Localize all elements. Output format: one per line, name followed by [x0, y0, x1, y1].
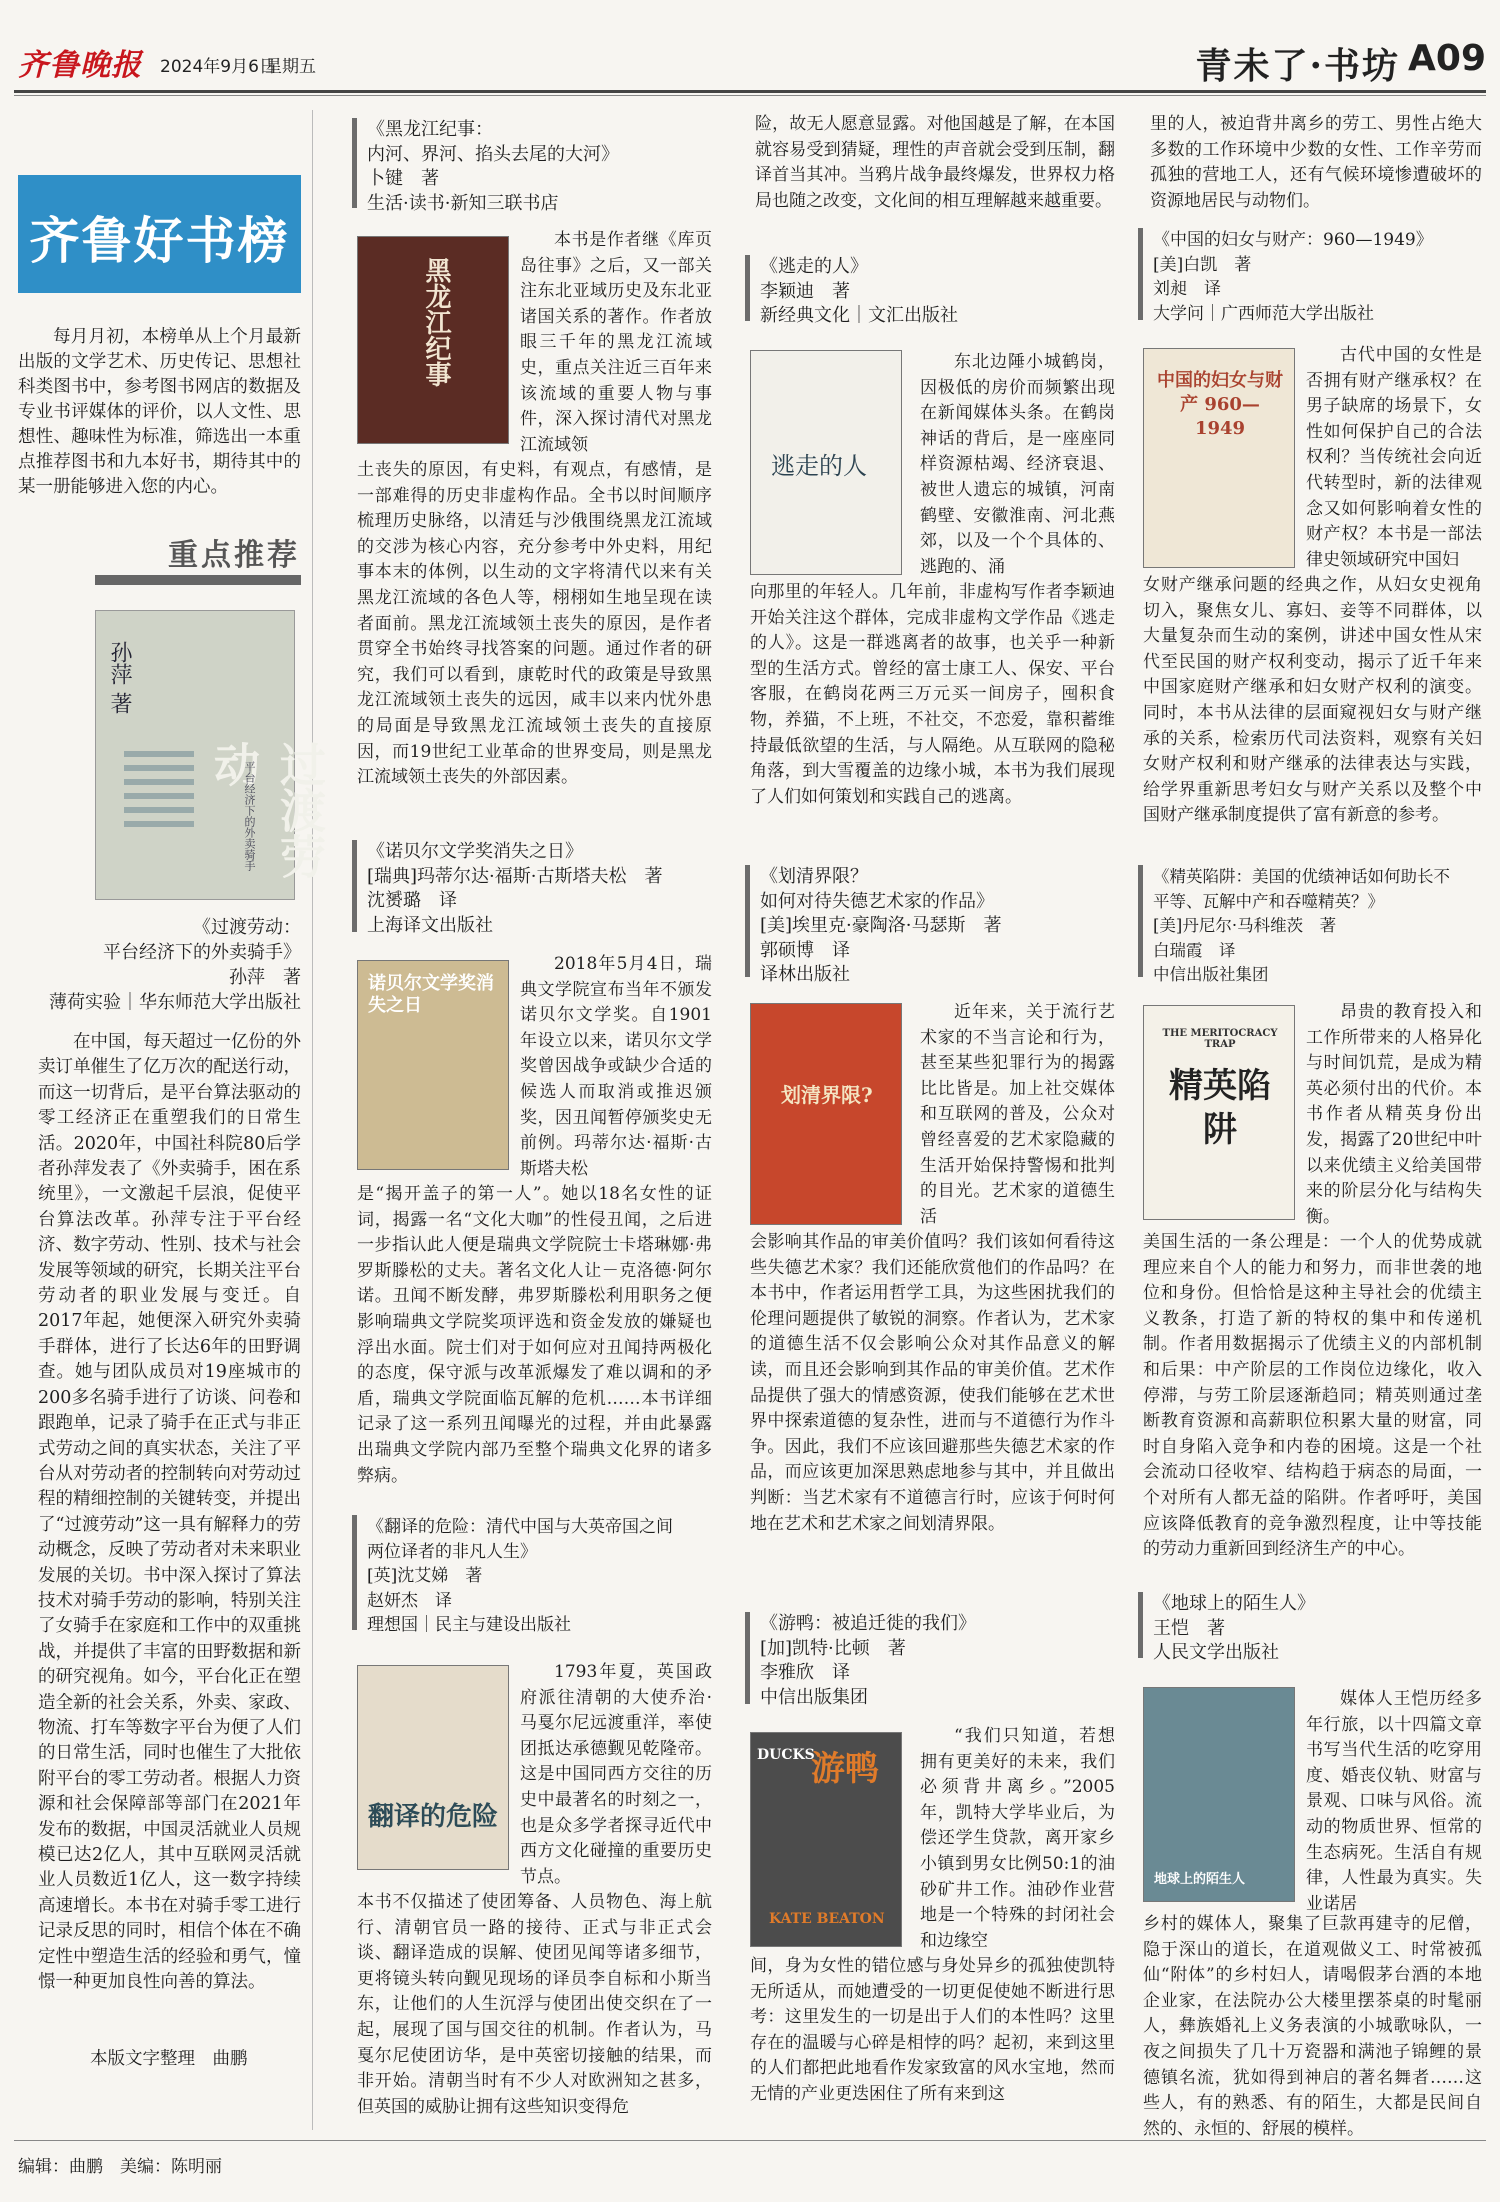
book-review-head: “我们只知道，若想拥有更美好的未来，我们必须背井离乡。”2005年，凯特大学毕业后，为偿还学生贷款，离开家乡小镇到男女比例50:1的油砂矿井工作。油砂作业营地是一个特殊的封闭社会和边缘空	[920, 1726, 1115, 1951]
focus-book-publisher: 薄荷实验｜华东师范大学出版社	[49, 992, 301, 1013]
book-author: 卜键 著	[367, 168, 439, 189]
focus-book-author: 孙萍 著	[229, 967, 301, 988]
footer-rule	[14, 2140, 1486, 2141]
title-bar	[352, 1515, 357, 1630]
book-title: 《黑龙江纪事：	[367, 119, 493, 140]
book-review-head: 2018年5月4日，瑞典文学院宣布当年不颁发诺贝尔文学奖。自1901年设立以来，诺贝尔文学奖曾因战争或缺少合适的候选人而取消或推迟颁奖，因丑闻暂停颁奖史无前例。玛蒂尔达·福斯·古斯塔夫松	[520, 954, 712, 1179]
title-bar	[352, 118, 357, 208]
cover-title-text: 过渡劳动	[207, 741, 327, 879]
focus-book-title: 《过渡劳动：	[193, 917, 301, 938]
book-cover	[750, 350, 902, 575]
book-review-tail: 间，身为女性的错位感与身处异乡的孤独使凯特无所适从，而她遭受的一切更促使她不断进行思考：这里发生的一切是出于人们的本性吗？这里存在的温暖与心碎是相悖的吗？起初，来到这里的人们都把此地看作发家致富的风水宝地，然而无情的产业更迭困住了所有来到这	[750, 1956, 1115, 2104]
book-meta	[760, 865, 1002, 988]
book-cover	[750, 1732, 902, 1947]
book-review-tail: 是“揭开盖子的第一人”。她以18名女性的证词，揭露一名“文化大咖”的性侵丑闻，之后进一步指认此人便是瑞典文学院院士卡塔琳娜·弗罗斯滕松的丈夫。著名文化人让－克洛德·阿尔诺。丑闻不断发酵，弗罗斯滕松利用职务之便影响瑞典文学院奖项评选和资金发放的嫌疑也浮出水面。院士们对于如何应对丑闻持两极化的态度，保守派与改革派爆发了难以调和的矛盾，瑞典文学院面临瓦解的危机……本书详细记录了这一系列丑闻曝光的过程，并由此暴露出瑞典文学院内部乃至整个瑞典文化界的诸多弊病。	[357, 1184, 712, 1486]
book-publisher: 中信出版社集团	[1153, 965, 1269, 984]
book-review-tail: 美国生活的一条公理是：一个人的优势成就理应来自个人的能力和努力，而非世袭的地位和身份。但恰恰是这种主导社会的优绩主义教条，打造了新的特权的集中和传递机制。作者用数据揭示了优绩主义的内部机制和后果：中产阶层的工作岗位边缘化，收入停滞，与劳工阶层逐渐趋同；精英则通过垄断教育资源和高薪职位积累大量的财富，同时自身陷入竞争和内卷的困境。这是一个社会流动口径收窄、结构趋于病态的局面，一个对所有人都无益的陷阱。作者呼吁，美国应该降低教育的竞争激烈程度，让中等技能的劳动力重新回到经济生产的中心。	[1143, 1232, 1482, 1560]
title-bar	[352, 840, 357, 932]
book-cover	[1143, 1687, 1295, 1902]
book-meta	[1153, 228, 1433, 326]
book-title-2: 如何对待失德艺术家的作品》	[760, 890, 994, 912]
book-translator: 郭硕博 译	[760, 939, 850, 961]
brand-banner	[18, 175, 301, 293]
book-review-head: 昂贵的教育投入和工作所带来的人格异化与时间饥荒，是成为精英必须付出的代价。本书作者从精英身份出发，揭露了20世纪中叶以来优绩主义给美国带来的阶层分化与结构失衡。	[1306, 1002, 1482, 1227]
book-entry	[352, 840, 712, 1500]
book-entry	[1138, 1592, 1482, 2139]
book-meta	[1153, 865, 1450, 988]
page-number: A09	[1408, 38, 1486, 79]
focus-book-meta	[30, 915, 301, 1015]
book-title: 《精英陷阱：美国的优绩神话如何助长不	[1153, 867, 1450, 886]
book-publisher: 上海译文出版社	[367, 914, 493, 936]
book-review-continued: 里的人，被迫背井离乡的劳工、男性占绝大多数的工作环境中少数的女性、工作辛劳而孤独的营地工人，还有气候环境惨遭破坏的资源地居民与动物们。	[1150, 114, 1482, 211]
focus-book-review: 在中国，每天超过一亿份的外卖订单催生了亿万次的配送行动，而这一切背后，是平台算法驱动的零工经济正在重塑我们的日常生活。2020年，中国社科院80后学者孙萍发表了《外卖骑手，困在系统里》，一文激起千层浪，促使平台算法改革。孙萍专注于平台经济、数字劳动、性别、技术与社会发展等领域的研究，长期关注平台劳动者的职业发展与变迁。自2017年起，她便深入研究外卖骑手群体，进行了长达6年的田野调查。她与团队成员对19座城市的200多名骑手进行了访谈、问卷和跟跑单，记录了骑手在正式与非正式劳动之间的真实状态，关注了平台从对劳动者的控制转向对劳动过程的精细控制的关键转变，并提出了“过渡劳动”这一具有解释力的劳动概念，反映了劳动者对未来职业发展的关切。书中深入探讨了算法技术对骑手劳动的影响，特别关注了女骑手在家庭和工作中的双重挑战，并提供了丰富的田野数据和新的研究视角。如今，平台化正在塑造全新的社会关系，外卖、家政、物流、打车等数字平台为便了人们的日常生活，同时也催生了大批依附平台的零工劳动者。根据人力资源和社会保障部等部门在2021年发布的数据，中国灵活就业人员规模已达2亿人，其中互联网灵活就业人员数近1亿人，这一数字持续高速增长。本书在对骑手零工进行记录反思的同时，相信个体在不确定性中塑造生活的经验和勇气，憧憬一种更加良性向善的算法。	[38, 1032, 301, 1993]
brand-title: 齐鲁好书榜	[29, 211, 290, 270]
book-publisher: 大学问｜广西师范大学出版社	[1153, 303, 1374, 324]
book-title: 《翻译的危险：清代中国与大英帝国之间	[367, 1517, 673, 1537]
book-review-tail: 本书不仅描述了使团筹备、人员物色、海上航行、清朝官员一路的接待、正式与非正式会谈、翻译造成的误解、使团见闻等诸多细节，更将镜头转向觐见现场的译员李自标和小斯当东，让他们的人生沉浮与使团出使交织在了一起，展现了国与国交往的机制。作者认为，马戛尔尼使团访华，是中英密切接触的结果，而非开始。清朝当时有不少人对欧洲知之甚多，但英国的威胁让拥有这些知识变得危	[357, 1892, 712, 2117]
book-meta	[367, 1515, 673, 1638]
book-entry	[1138, 865, 1482, 1585]
title-bar	[745, 1612, 750, 1704]
book-author: [加]凯特·比顿 著	[760, 1637, 906, 1659]
book-cover	[1143, 348, 1295, 568]
book-meta	[760, 1612, 976, 1710]
book-entry	[745, 255, 1115, 855]
book-cover-title: 翻译的危险	[368, 1802, 499, 1832]
book-title: 《中国的妇女与财产：960—1949》	[1153, 230, 1433, 250]
book-entry	[352, 118, 712, 838]
book-review-head: 古代中国的女性是否拥有财产继承权？在男子缺席的场景下，女性如何保护自己的合法权利？当传统社会向近代转型时，新的法律观念又如何影响着女性的财产权？本书是一部法律史领域研究中国妇	[1306, 345, 1482, 570]
book-review-tail: 土丧失的原因，有史料，有观点，有感情，是一部难得的历史非虚构作品。全书以时间顺序梳理历史脉络，以清廷与沙俄围绕黑龙江流域的交涉为核心内容，充分参考中外史料，用纪事本末的体例，以生动的文字将清代以来有关黑龙江流域的各色人等，栩栩如生地呈现在读者面前。黑龙江流域领土丧失的原因，是作者贯穿全书始终寻找答案的问题。通过作者的研究，我们可以看到，康乾时代的政策是导致黑龙江流域领土丧失的远因，咸丰以来内忧外患的局面是导致黑龙江流域领土丧失的直接原因，而19世纪工业革命的世界变局，则是黑龙江流域领土丧失的外部因素。	[357, 460, 712, 788]
book-title: 《游鸭：被追迁徙的我们》	[760, 1613, 976, 1634]
book-cover-title: 精英陷阱	[1169, 1066, 1271, 1150]
book-publisher: 生活·读书·新知三联书店	[367, 192, 559, 214]
book-meta	[760, 255, 958, 329]
book-translator: 沈赟璐 译	[367, 890, 457, 911]
section-title: 青未了·书坊	[1195, 45, 1400, 87]
masthead-rule	[14, 90, 1486, 93]
book-review-continued: 险，故无人愿意显露。对他国越是了解，在本国就容易受到猜疑，理性的声音就会受到压制，翻译首当其冲。当鸦片战争最终爆发，世界权力格局也随之改变，文化间的相互理解越来越重要。	[755, 114, 1115, 211]
issue-date: 2024年9月6日	[160, 57, 276, 77]
cover-author-text: 孙萍 著	[107, 641, 132, 714]
book-cover-title: 黑龙江纪事	[421, 257, 451, 387]
intro-paragraph: 每月月初，本榜单从上个月最新出版的文学艺术、历史传记、思想社科类图书中，参考图书网店的数据及专业书评媒体的评价，以人文性、思想性、趣味性为标准，筛选出一本重点推荐图书和九本好书，期待其中的某一册能够进入您的内心。	[18, 327, 301, 497]
book-cover	[1143, 1005, 1295, 1220]
book-publisher: 人民文学出版社	[1153, 1642, 1279, 1663]
book-translator: 赵妍杰 译	[367, 1590, 452, 1611]
book-review-tail: 向那里的年轻人。几年前，非虚构写作者李颖迪开始关注这个群体，完成非虚构文学作品《逃走的人》。这是一群逃离者的故事，也关乎一种新型的生活方式。曾经的富士康工人、保安、平台客服，在鹤岗花两三万元买一间房子，囤积食物，养猫，不上班，不社交，不恋爱，靠积蓄维持最低欲望的生活，与人隔绝。从互联网的隐秘角落，到大雪覆盖的边缘小城，本书为我们展现了人们如何策划和实践自己的逃离。	[750, 582, 1115, 807]
issue-weekday: 星期五	[265, 57, 316, 77]
book-publisher: 理想国｜民主与建设出版社	[367, 1615, 571, 1635]
book-author: [美]白凯 著	[1153, 254, 1252, 275]
footer-credits: 编辑：曲鹏 美编：陈明丽	[18, 2157, 222, 2177]
focus-heading: 重点推荐	[168, 538, 300, 573]
book-meta	[367, 118, 619, 216]
book-publisher: 译林出版社	[760, 964, 850, 985]
book-meta	[1153, 1592, 1315, 1666]
masthead-rule-thin	[14, 95, 1486, 96]
masthead	[0, 0, 1500, 95]
book-cover-author: KATE BEATON	[769, 1911, 885, 1927]
book-title-2: 平等、瓦解中产和吞噬精英？》	[1153, 891, 1384, 911]
book-review-head: 媒体人王恺历经多年行旅，以十四篇文章书写当代生活的吃穿用度、婚丧仪轨、财富与景观、口味与风俗。流动的物质世界、恒常的生态病死。生活自有规律，人性最为真实。失业诺居	[1306, 1689, 1482, 1914]
book-cover	[357, 1665, 509, 1870]
book-review-head: 近年来，关于流行艺术家的不当言论和行为，甚至某些犯罪行为的揭露比比皆是。加上社交媒体和互联网的普及，公众对曾经喜爱的艺术家隐藏的生活开始保持警惕和批判的目光。艺术家的道德生活	[920, 1002, 1115, 1227]
book-review-head: 东北边陲小城鹤岗，因极低的房价而频繁出现在新闻媒体头条。在鹤岗神话的背后，是一座座同样资源枯竭、经济衰退、被世人遗忘的城镇，河南鹤壁、安徽淮南、河北燕郊，以及一个个具体的、逃跑的、涌	[920, 352, 1115, 577]
book-entry	[352, 1515, 712, 2135]
book-title-2: 两位译者的非凡人生》	[367, 1541, 537, 1562]
book-entry	[745, 865, 1115, 1605]
book-author: 王恺 著	[1153, 1617, 1225, 1639]
book-cover-title: 中国的妇女与财产 960—1949	[1157, 370, 1283, 439]
book-review-tail: 会影响其作品的审美价值吗？我们该如何看待这些失德艺术家？我们还能欣赏他们的作品吗？在本书中，作者运用哲学工具，为这些困扰我们的伦理问题提供了敏锐的洞察。作者认为，艺术家的道德生活不仅会影响公众对其作品意义的解读，而且还会影响到其作品的审美价值。艺术作品提供了强大的情感资源，使我们能够在艺术世界中探索道德的复杂性，进而与不道德行为作斗争。因此，我们不应该回避那些失德艺术家的作品，而应该更加深思熟虑地参与其中，并且做出判断：当艺术家有不道德言行时，应该于何时何地在艺术和艺术家之间划清界限。	[750, 1232, 1115, 1534]
book-title: 《划清界限？	[760, 866, 868, 887]
title-bar	[1138, 1592, 1143, 1658]
book-title: 《诺贝尔文学奖消失之日》	[367, 841, 583, 862]
book-author: [美]丹尼尔·马科维茨 著	[1153, 916, 1337, 935]
book-author: [英]沈艾娣 著	[367, 1566, 483, 1586]
book-author: [瑞典]玛蒂尔达·福斯·古斯塔夫松 著	[367, 865, 663, 887]
book-publisher: 中信出版集团	[760, 1686, 868, 1708]
book-review-tail: 女财产继承问题的经典之作，从妇女史视角切入，聚焦女儿、寡妇、妾等不同群体，以大量复杂而生动的案例，讲述中国女性从宋代至民国的财产权利变动，揭示了近千年来中国家庭财产继承和妇女财产权利的演变。同时，本书从法律的层面窥视妇女与财产继承的关系，检索历代司法资料，观察有关妇女财产权利和财产继承的法律表达与实践，给学界重新思考妇女与财产关系以及整个中国财产继承制度提供了富有新意的参考。	[1143, 575, 1482, 826]
cover-decoration	[124, 751, 194, 835]
cover-subtitle-text: 平台经济下的外卖骑手	[243, 761, 256, 871]
book-entry	[1138, 228, 1482, 848]
book-cover-title: 诺贝尔文学奖消失之日	[368, 973, 494, 1016]
newspaper-logo: 齐鲁晚报	[18, 48, 142, 83]
book-cover	[357, 236, 509, 444]
book-cover-title: 划清界限?	[781, 1083, 873, 1107]
book-title: 《地球上的陌生人》	[1153, 1593, 1315, 1614]
book-cover	[750, 1003, 902, 1225]
book-author: [美]埃里克·豪陶洛·马瑟斯 著	[760, 915, 1002, 936]
book-author: 李颖迪 著	[760, 280, 850, 302]
column-divider	[312, 110, 313, 2130]
focus-rule	[95, 575, 301, 585]
title-bar	[745, 255, 750, 321]
title-bar	[1138, 865, 1143, 977]
book-cover-title: 逃走的人	[771, 452, 867, 480]
book-review-head: 1793年夏，英国政府派往清朝的大使乔治·马戛尔尼远渡重洋，率使团抵达承德觐见乾隆帝。这是中国同西方交往的历史中最著名的时刻之一，也是众多学者探寻近代中西方文化碰撞的重要历史节点。	[520, 1662, 712, 1887]
title-bar	[745, 865, 750, 977]
book-translator: 刘昶 译	[1153, 279, 1221, 299]
book-cover-en: THE MERITOCRACY TRAP	[1162, 1028, 1278, 1050]
book-review-tail: 乡村的媒体人，聚集了巨款再建寺的尼僧，隐于深山的道长，在道观做义工、时常被孤仙“附体”的乡村妇人，请喝假茅台酒的本地企业家，在法院办公大楼里摆茶桌的时髦丽人，彝族婚礼上义务表演的小城歌咏队，一夜之间损失了几十万瓷器和满池子锦鲤的景德镇名流，犹如得到神启的著名舞者……这些人，有的熟悉、有的陌生，大都是民间自然的、永恒的、舒展的模样。	[1143, 1914, 1482, 2139]
book-meta	[367, 840, 663, 938]
focus-book-cover	[95, 610, 327, 900]
editor-note: 本版文字整理 曲鹏	[90, 2049, 248, 2069]
book-cover-title: 游鸭	[811, 1749, 879, 1789]
book-cover-en: DUCKS	[757, 1747, 815, 1763]
book-publisher: 新经典文化｜文汇出版社	[760, 305, 958, 326]
focus-book-title-2: 平台经济下的外卖骑手》	[103, 942, 301, 963]
book-entry	[745, 1612, 1115, 2132]
book-title: 《逃走的人》	[760, 256, 868, 277]
book-cover-title: 地球上的陌生人	[1154, 1872, 1246, 1887]
book-cover	[357, 960, 509, 1170]
book-review-head: 本书是作者继《库页岛往事》之后，又一部关注东北亚域历史及东北亚诸国关系的著作。作者放眼三千年的黑龙江流域史，重点关注近三百年来该流域的重要人物与事件，深入探讨清代对黑龙江流域领	[520, 230, 712, 455]
book-translator: 李雅欣 译	[760, 1662, 850, 1683]
title-bar	[1138, 228, 1143, 320]
book-title-2: 内河、界河、掐头去尾的大河》	[367, 143, 619, 165]
book-translator: 白瑞霞 译	[1153, 940, 1236, 960]
